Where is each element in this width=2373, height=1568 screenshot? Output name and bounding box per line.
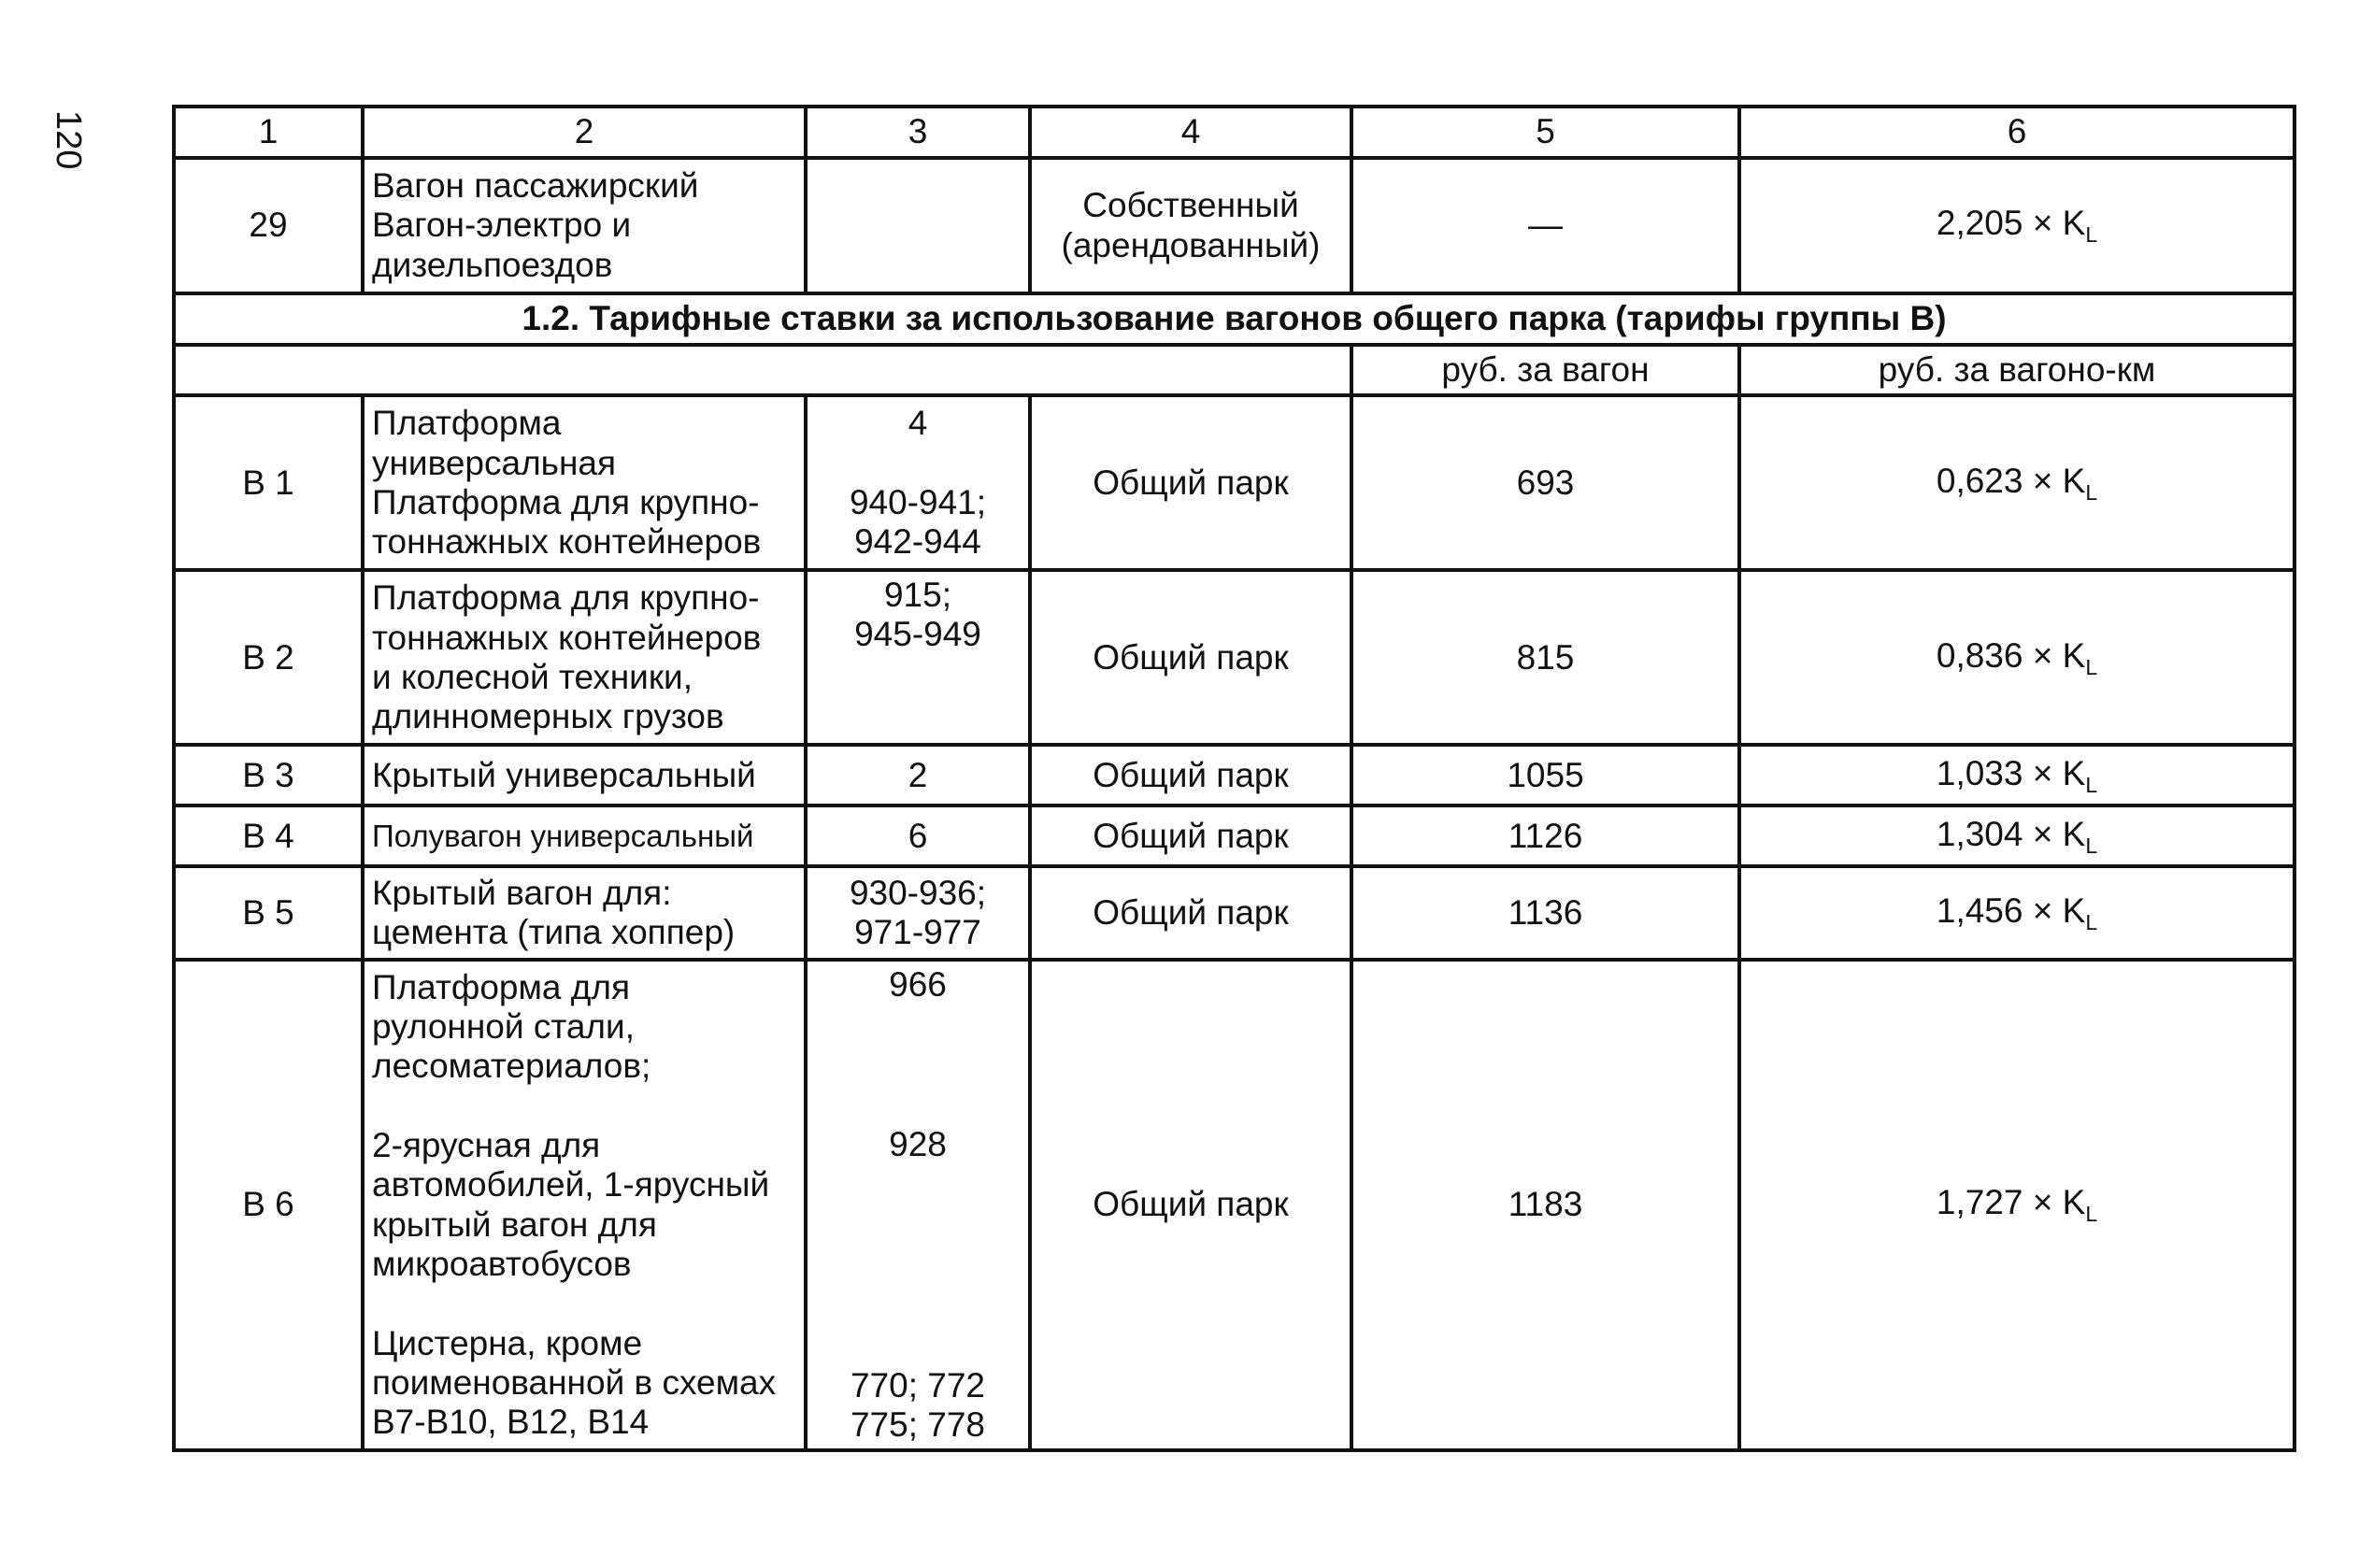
wagon-name: Вагон пассажирский Вагон-электро и дизельпоездов	[363, 158, 806, 293]
wagon-name: Платформа для крупно- тоннажных контейнеров и колесной техники, длинномерных грузов	[363, 570, 806, 745]
header-cell: 5	[1351, 107, 1739, 158]
ownership: Общий парк	[1030, 745, 1351, 805]
ownership: Общий парк	[1030, 395, 1351, 570]
rate-per-wagon: 1126	[1351, 805, 1739, 866]
wagon-code	[806, 158, 1030, 293]
table-row	[174, 805, 2294, 866]
rate-per-km: $0,836 \times K_L$	[1739, 570, 2294, 745]
wagon-name: Полувагон универсальный	[363, 805, 806, 866]
rate-per-km: $1,727 \times K_L$	[1739, 960, 2294, 1450]
row-number: В 5	[174, 866, 363, 960]
tariff-table	[172, 105, 2296, 1452]
ownership: Общий парк	[1030, 805, 1351, 866]
wagon-code: 4 940-941; 942-944	[806, 395, 1030, 570]
table-row	[174, 960, 2294, 1450]
rate-per-wagon: 815	[1351, 570, 1739, 745]
page-number: 120	[49, 110, 88, 170]
table-row	[174, 395, 2294, 570]
ownership: Собственный (арендованный)	[1030, 158, 1351, 293]
rate-per-wagon: 1136	[1351, 866, 1739, 960]
wagon-code: 2	[806, 745, 1030, 805]
table-row	[174, 866, 2294, 960]
section-title: 1.2. Тарифные ставки за использование вагонов общего парка (тарифы группы В)	[174, 293, 2294, 345]
table-row-29	[174, 158, 2294, 293]
rate-per-wagon: 1183	[1351, 960, 1739, 1450]
unit-per-wagon: руб. за вагон	[1351, 345, 1739, 395]
ownership: Общий парк	[1030, 570, 1351, 745]
header-cell: 4	[1030, 107, 1351, 158]
units-row	[174, 345, 2294, 395]
row-number: В 6	[174, 960, 363, 1450]
rate-per-km: $2,205 \times K_L$	[1739, 158, 2294, 293]
ownership: Общий парк	[1030, 960, 1351, 1450]
wagon-code: 915; 945-949	[806, 570, 1030, 745]
wagon-name: Крытый вагон для: цемента (типа хоппер)	[363, 866, 806, 960]
wagon-name: Платформа для рулонной стали, лесоматериалов; 2-ярусная для автомобилей, 1-ярусный крытый вагон для микроавтобусов Цистерна, кроме поименованной в схемах В7-В10, В12, В14	[363, 960, 806, 1450]
row-number: В 1	[174, 395, 363, 570]
rate-per-wagon: —	[1351, 158, 1739, 293]
wagon-code: 966 928 770; 772 775; 778	[806, 960, 1030, 1450]
rate-per-wagon: 1055	[1351, 745, 1739, 805]
row-number: В 3	[174, 745, 363, 805]
wagon-code: 930-936; 971-977	[806, 866, 1030, 960]
header-row	[174, 107, 2294, 158]
ownership: Общий парк	[1030, 866, 1351, 960]
rate-per-km: $1,033 \times K_L$	[1739, 745, 2294, 805]
row-number: 29	[174, 158, 363, 293]
wagon-name: Крытый универсальный	[363, 745, 806, 805]
rate-per-km: $0,623 \times K_L$	[1739, 395, 2294, 570]
rate-per-km: $1,304 \times K_L$	[1739, 805, 2294, 866]
table-row	[174, 745, 2294, 805]
rate-per-wagon: 693	[1351, 395, 1739, 570]
table-row	[174, 570, 2294, 745]
header-cell: 1	[174, 107, 363, 158]
header-cell: 3	[806, 107, 1030, 158]
header-cell: 6	[1739, 107, 2294, 158]
row-number: В 4	[174, 805, 363, 866]
header-cell: 2	[363, 107, 806, 158]
section-title-row	[174, 293, 2294, 345]
row-number: В 2	[174, 570, 363, 745]
rate-per-km: $1,456 \times K_L$	[1739, 866, 2294, 960]
wagon-code: 6	[806, 805, 1030, 866]
wagon-name: Платформа универсальная Платформа для крупно- тоннажных контейнеров	[363, 395, 806, 570]
units-empty-cell	[174, 345, 1351, 395]
unit-per-km: руб. за вагоно-км	[1739, 345, 2294, 395]
